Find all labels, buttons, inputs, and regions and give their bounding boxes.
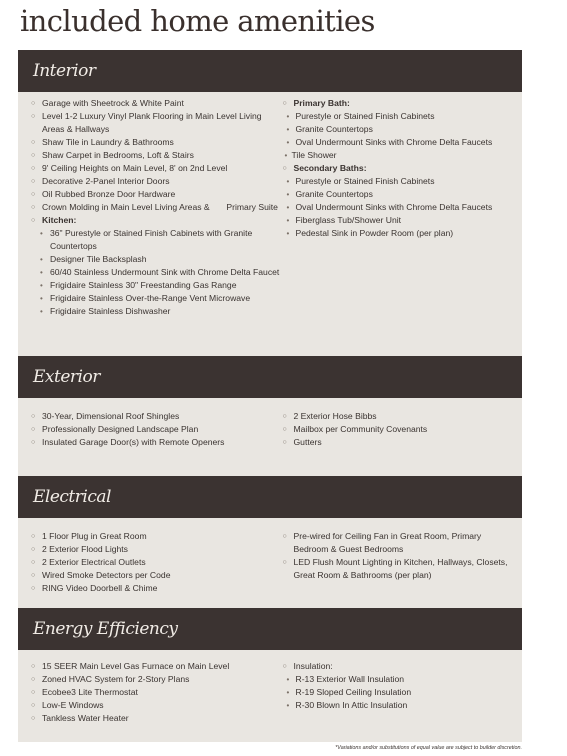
energy-left-column (30, 660, 281, 742)
list-item: • R-30 Blown In Attic Insulation (286, 700, 408, 710)
list-item: • Frigidaire Stainless Over-the-Range Vent Microwave (40, 293, 251, 303)
electrical-section-header (18, 476, 522, 518)
kitchen-heading: ○ Kitchen: (31, 215, 77, 225)
ring-bullet-icon: ○ (31, 702, 36, 709)
list-item: ○ 2 Exterior Hose Bibbs (282, 411, 377, 421)
energy-efficiency-section-body (18, 650, 522, 742)
energy-efficiency-section-title: Energy Efficiency (33, 619, 178, 639)
list-item: ○ 2 Exterior Flood Lights (31, 544, 128, 554)
dot-bullet-icon: • (286, 138, 290, 147)
interior-left-column (30, 97, 281, 356)
list-item: • Frigidaire Stainless Dishwasher (40, 306, 171, 316)
list-item: ○ Crown Molding in Main Level Living Areas & Primary Suite (31, 202, 278, 212)
exterior-section-header (18, 356, 522, 398)
list-item: ○ 9' Ceiling Heights on Main Level, 8' on 2nd Level (31, 163, 228, 173)
list-item: • Tile Shower (284, 150, 337, 160)
electrical-section-title: Electrical (33, 487, 111, 507)
list-item: • Oval Undermount Sinks with Chrome Delta Faucets (286, 202, 493, 212)
dot-bullet-icon: • (286, 190, 290, 199)
dot-bullet-icon: • (40, 307, 43, 316)
exterior-left-column (30, 410, 281, 476)
ring-bullet-icon: ○ (31, 663, 36, 670)
list-item: ○ 1 Floor Plug in Great Room (31, 531, 147, 541)
ring-bullet-icon: ○ (31, 113, 36, 120)
insulation-heading: ○ Insulation: (282, 661, 333, 671)
list-item: ○ Ecobee3 Lite Thermostat (31, 687, 138, 697)
list-item: ○ Decorative 2-Panel Interior Doors (31, 176, 170, 186)
list-item: ○ Level 1-2 Luxury Vinyl Plank Flooring in Main Level Living Areas & Hallways (31, 111, 262, 134)
ring-bullet-icon: ○ (31, 559, 36, 566)
list-item: ○ Insulated Garage Door(s) with Remote Openers (31, 437, 225, 447)
dot-bullet-icon: • (286, 112, 290, 121)
ring-bullet-icon: ○ (31, 676, 36, 683)
ring-bullet-icon: ○ (31, 152, 36, 159)
ring-bullet-icon: ○ (31, 546, 36, 553)
ring-bullet-icon: ○ (31, 139, 36, 146)
ring-bullet-icon: ○ (31, 165, 36, 172)
dot-bullet-icon: • (286, 216, 290, 225)
list-item: ○ RING Video Doorbell & Chime (31, 583, 158, 593)
list-item: ○ Wired Smoke Detectors per Code (31, 570, 171, 580)
list-item: ○ 30-Year, Dimensional Roof Shingles (31, 411, 180, 421)
list-item: • 60/40 Stainless Undermount Sink with Chrome Delta Faucet (40, 267, 280, 277)
ring-bullet-icon: ○ (31, 715, 36, 722)
list-item: ○ Pre-wired for Ceiling Fan in Great Room, Primary Bedroom & Guest Bedrooms (282, 531, 482, 554)
ring-bullet-icon: ○ (31, 217, 36, 224)
list-item: • Oval Undermount Sinks with Chrome Delta Faucets (286, 137, 493, 147)
ring-bullet-icon: ○ (282, 100, 287, 107)
list-item: • Purestyle or Stained Finish Cabinets (286, 176, 435, 186)
dot-bullet-icon: • (286, 125, 290, 134)
dot-bullet-icon: • (286, 701, 290, 710)
ring-bullet-icon: ○ (31, 100, 36, 107)
footnote: *Variations and/or substitutions of equal value are subject to builder discretion. (335, 745, 522, 751)
ring-bullet-icon: ○ (31, 204, 36, 211)
ring-bullet-icon: ○ (282, 165, 287, 172)
dot-bullet-icon: • (284, 151, 288, 160)
ring-bullet-icon: ○ (31, 533, 36, 540)
ring-bullet-icon: ○ (282, 439, 287, 446)
list-item: • R-19 Sloped Ceiling Insulation (286, 687, 412, 697)
dot-bullet-icon: • (286, 688, 290, 697)
list-item: • Fiberglass Tub/Shower Unit (286, 215, 402, 225)
page-title: included home amenities (20, 4, 375, 38)
list-item: • Frigidaire Stainless 30" Freestanding Gas Range (40, 280, 237, 290)
ring-bullet-icon: ○ (31, 572, 36, 579)
ring-bullet-icon: ○ (31, 413, 36, 420)
dot-bullet-icon: • (286, 177, 290, 186)
exterior-section-body (18, 398, 522, 476)
energy-efficiency-section-header (18, 608, 522, 650)
electrical-right-column (281, 530, 516, 608)
dot-bullet-icon: • (40, 229, 43, 238)
list-item: • Granite Countertops (286, 124, 373, 134)
list-item: ○ Mailbox per Community Covenants (282, 424, 428, 434)
dot-bullet-icon: • (286, 229, 290, 238)
list-item: ○ Oil Rubbed Bronze Door Hardware (31, 189, 176, 199)
ring-bullet-icon: ○ (31, 426, 36, 433)
list-item: ○ 15 SEER Main Level Gas Furnace on Main Level (31, 661, 230, 671)
list-item: ○ Shaw Carpet in Bedrooms, Loft & Stairs (31, 150, 194, 160)
dot-bullet-icon: • (286, 675, 290, 684)
list-item: • Purestyle or Stained Finish Cabinets (286, 111, 435, 121)
list-item: ○ Tankless Water Heater (31, 713, 129, 723)
energy-right-column (281, 660, 516, 742)
ring-bullet-icon: ○ (282, 663, 287, 670)
exterior-section-title: Exterior (33, 367, 100, 387)
ring-bullet-icon: ○ (31, 689, 36, 696)
exterior-section (18, 356, 522, 476)
dot-bullet-icon: • (40, 268, 43, 277)
interior-section-body (18, 92, 522, 356)
ring-bullet-icon: ○ (282, 426, 287, 433)
interior-section-title: Interior (33, 61, 96, 81)
ring-bullet-icon: ○ (282, 413, 287, 420)
ring-bullet-icon: ○ (31, 585, 36, 592)
list-item: ○ Zoned HVAC System for 2-Story Plans (31, 674, 190, 684)
ring-bullet-icon: ○ (282, 533, 287, 540)
exterior-right-column (281, 410, 516, 476)
interior-right-column (281, 97, 516, 356)
list-item: ○ Gutters (282, 437, 322, 447)
electrical-section-body (18, 518, 522, 608)
energy-efficiency-section (18, 608, 522, 742)
list-item: ○ Garage with Sheetrock & White Paint (31, 98, 184, 108)
list-item: ○ 2 Exterior Electrical Outlets (31, 557, 146, 567)
list-item: • Pedestal Sink in Powder Room (per plan) (286, 228, 454, 238)
interior-section (18, 50, 522, 356)
ring-bullet-icon: ○ (282, 559, 287, 566)
dot-bullet-icon: • (40, 294, 43, 303)
electrical-left-column (30, 530, 281, 608)
ring-bullet-icon: ○ (31, 191, 36, 198)
list-item: • Granite Countertops (286, 189, 373, 199)
list-item: ○ LED Flush Mount Lighting in Kitchen, Hallways, Closets, Great Room & Bathrooms (per plan) (282, 557, 508, 580)
list-item: • R-13 Exterior Wall Insulation (286, 674, 405, 684)
list-item: ○ Low-E Windows (31, 700, 104, 710)
list-item: • 36" Purestyle or Stained Finish Cabinets with Granite Countertops (40, 228, 253, 251)
list-item: • Designer Tile Backsplash (40, 254, 147, 264)
dot-bullet-icon: • (40, 281, 43, 290)
interior-section-header (18, 50, 522, 92)
dot-bullet-icon: • (40, 255, 43, 264)
ring-bullet-icon: ○ (31, 439, 36, 446)
list-item: ○ Professionally Designed Landscape Plan (31, 424, 199, 434)
secondary-baths-heading: ○ Secondary Baths: (282, 163, 367, 173)
electrical-section (18, 476, 522, 608)
primary-bath-heading: ○ Primary Bath: (282, 98, 350, 108)
dot-bullet-icon: • (286, 203, 290, 212)
ring-bullet-icon: ○ (31, 178, 36, 185)
list-item: ○ Shaw Tile in Laundry & Bathrooms (31, 137, 174, 147)
